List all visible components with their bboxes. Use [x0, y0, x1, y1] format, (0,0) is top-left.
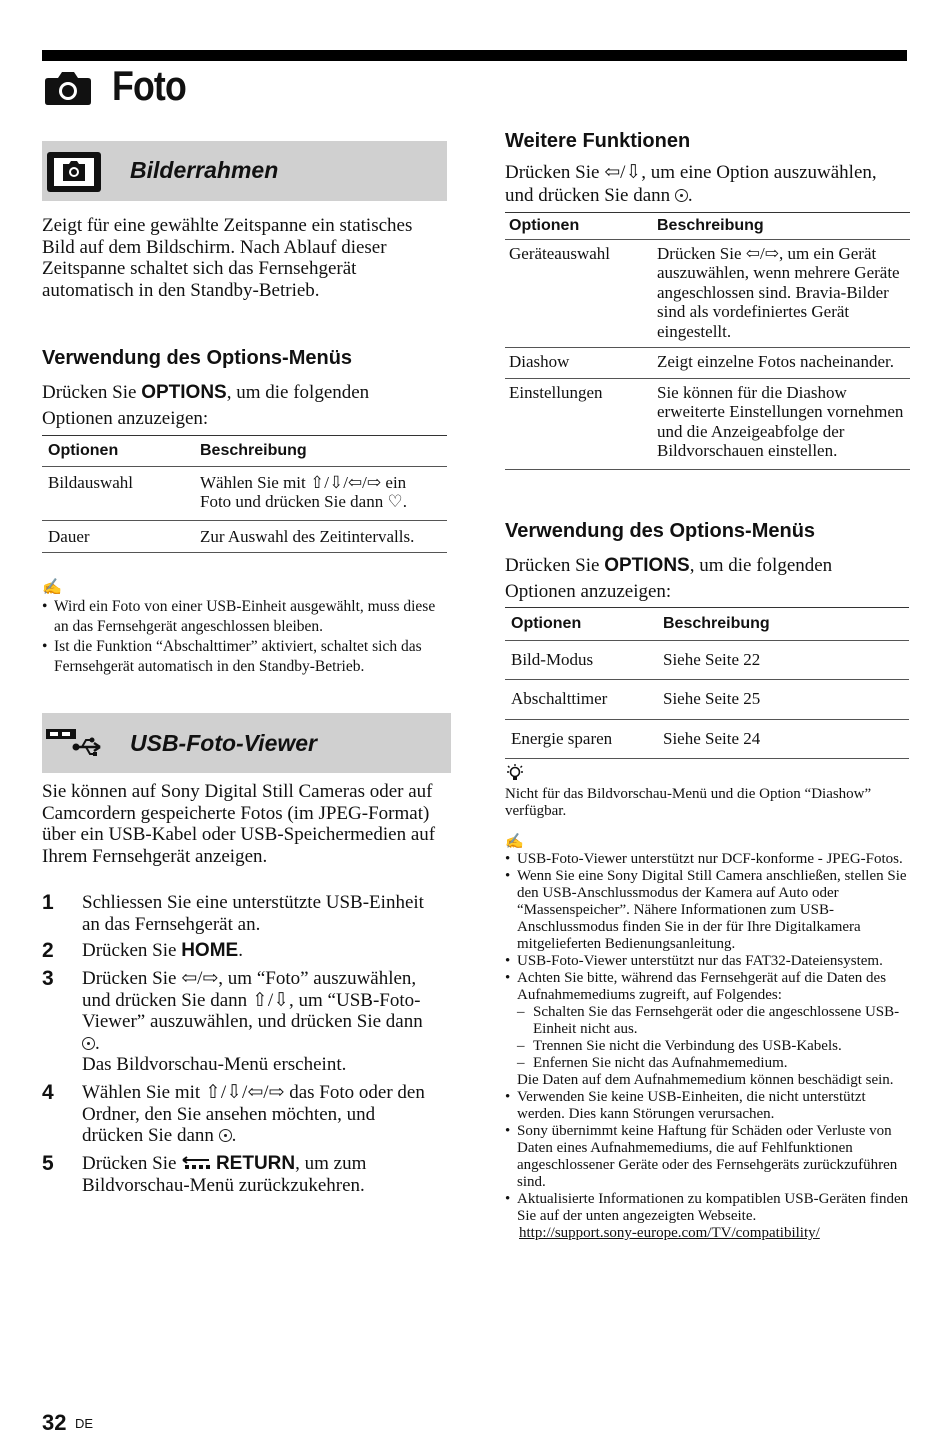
bilderrahmen-band	[42, 141, 447, 201]
usb-band	[42, 713, 451, 773]
list-item: • Wenn Sie eine Sony Digital Still Camera anschließen, stellen Sie den USB-Anschlussmodus der Kamera auf Auto oder “Massenspeicher”. Nähere Informationen zum USB-Anschlussmodus finden Sie in der für Ihre Digitalkamera mitgelieferten Bedienungsanleitung.	[505, 868, 910, 953]
list-item: • USB-Foto-Viewer unterstützt nur das FAT32-Dateiensystem.	[505, 953, 910, 970]
page-title: Foto	[112, 62, 186, 109]
step-2: 2 Drücken Sie HOME.	[42, 939, 243, 962]
list-item: • Achten Sie bitte, während das Fernsehgerät auf die Daten des Aufnahmemediums zugreift, auf Folgendes:	[505, 970, 910, 1004]
tip-text: Nicht für das Bildvorschau-Menü und die Option “Diashow” verfügbar.	[505, 786, 872, 819]
options-table-left: Optionen Beschreibung Bildauswahl Wählen Sie mit ⇧/⇩/⇦/⇨ ein Foto und drücken Sie dann ♡. Dauer Zur Auswahl des Zeitintervalls.	[42, 435, 447, 553]
list-item: • Verwenden Sie keine USB-Einheiten, die nicht unterstützt werden. Dies kann Störungen verursachen.	[505, 1089, 910, 1123]
table-row: Diashow Zeigt einzelne Fotos nacheinander.	[505, 348, 910, 379]
options-table-right: Optionen Beschreibung Bild-Modus Siehe Seite 22 Abschalttimer Siehe Seite 25 Energie sparen Siehe Seite 24	[505, 607, 909, 759]
tip-icon	[506, 763, 524, 783]
step-1: 1 Schliessen Sie eine unterstützte USB-Einheit an das Fernsehgerät an.	[42, 891, 424, 935]
list-item: – Schalten Sie das Fernsehgerät oder die angeschlossene USB-Einheit nicht aus.	[517, 1004, 910, 1038]
step-5: 5 Drücken Sie RETURN, um zum Bildvorschau-Menü zurückzukehren.	[42, 1152, 367, 1196]
usb-intro: Sie können auf Sony Digital Still Cameras oder auf Camcordern gespeicherte Fotos (im JPEG-Format) über ein USB-Kabel oder USB-Speichermedien auf Ihrem Fernsehgerät anzeigen.	[42, 781, 436, 867]
page-number: 32	[42, 1410, 67, 1435]
table-row: Einstellungen Sie können für die Diashow erweiterte Einstellungen vornehmen und die Anzeigeabfolge der Bildvorschauen einstellen.	[505, 378, 910, 469]
notes-left	[42, 597, 447, 677]
weitere-table: Optionen Beschreibung Geräteauswahl Drücken Sie ⇦/⇨, um ein Gerät auszuwählen, wenn mehrere Geräte angeschlossen sind. Bravia-Bilder sind als vordefiniertes Gerät eingestellt. Diashow Zeigt einzelne Fotos nacheinander. Einstellungen Sie können für die Diashow erweiterte Einstellungen vornehmen und die Anzeigeabfolge der Bildvorschauen einstellen.	[505, 212, 910, 470]
options-heading-left: Verwendung des Options-Menüs	[42, 347, 353, 369]
step-4: 4 Wählen Sie mit ⇧/⇩/⇦/⇨ das Foto oder den Ordner, den Sie ansehen möchten, und drücken Sie dann .	[42, 1081, 425, 1146]
list-item: • Sony übernimmt keine Haftung für Schäden oder Verluste von Daten eines Aufnahmemediums, die auf Fehlfunktionen angeschlossener Geräte oder des Fernsehgeräts zurückzuführen sind.	[505, 1123, 910, 1191]
usb-title: USB-Foto-Viewer	[130, 730, 317, 756]
step-3: 3 Drücken Sie ⇦/⇨, um “Foto” auszuwählen, und drücken Sie dann ⇧/⇩, um “USB-Foto-Viewer” auszuwählen, und drücken Sie dann . Das Bildvorschau-Menü erscheint.	[42, 967, 423, 1075]
list-item: • Aktualisierte Informationen zu kompatiblen USB-Geräten finden Sie auf der unten angezeigten Webseite.	[505, 1191, 910, 1225]
usb-icon	[46, 727, 104, 759]
camera-icon	[44, 70, 92, 106]
top-rule	[42, 50, 907, 61]
enter-icon	[219, 1129, 232, 1142]
options-key: OPTIONS	[141, 382, 227, 403]
picture-frame-icon	[46, 151, 102, 193]
return-key: RETURN	[215, 1153, 296, 1174]
page-language: DE	[75, 1416, 94, 1431]
table-row: Bild-Modus Siehe Seite 22	[505, 640, 909, 680]
weitere-heading: Weitere Funktionen	[505, 130, 691, 152]
options-key: OPTIONS	[604, 555, 690, 576]
notes-right: • USB-Foto-Viewer unterstützt nur DCF-konforme - JPEG-Fotos. • Wenn Sie eine Sony Digital Still Camera anschließen, stellen Sie den USB-Anschlussmodus der Kamera auf Auto oder “Massenspeicher”. Nähere Informationen zum USB-Anschlussmodus finden Sie in der für Ihre Digitalkamera mitgelieferten Bedienungsanleitung. • USB-Foto-Viewer unterstützt nur das FAT32-Dateiensystem. • Achten Sie bitte, während das Fernsehgerät auf die Daten des Aufnahmemediums zugreift, auf Folgendes: – Schalten Sie das Fernsehgerät oder die angeschlossene USB-Einheit nicht aus. – Trennen Sie nicht die Verbindung des USB-Kabels. – Enfernen Sie nicht das Aufnahmemedium. Die Daten auf dem Aufnahmemedium können beschädigt sein. • Verwenden Sie keine USB-Einheiten, die nicht unterstützt werden. Dies kann Störungen verursachen. • Sony übernimmt keine Haftung für Schäden oder Verluste von Daten eines Aufnahmemediums, die auf Fehlfunktionen angeschlossener Geräte oder des Fernsehgeräts zurückzuführen sind. • Aktualisierte Informationen zu kompatiblen USB-Geräten finden Sie auf der unten angezeigten Webseite. http://support.sony-europe.com/TV/compatibility/	[505, 851, 910, 1242]
note-icon: ✍	[42, 579, 62, 596]
table-row: Bildauswahl Wählen Sie mit ⇧/⇩/⇦/⇨ ein Foto und drücken Sie dann ♡.	[42, 466, 447, 520]
list-item: • USB-Foto-Viewer unterstützt nur DCF-konforme - JPEG-Fotos.	[505, 851, 910, 868]
list-item: • Wird ein Foto von einer USB-Einheit ausgewählt, muss diese an das Fernsehgerät angeschlossen bleiben.	[42, 597, 447, 637]
options-intro-right: Drücken Sie OPTIONS, um die folgenden Optionen anzuzeigen:	[505, 555, 833, 602]
weitere-intro: Drücken Sie ⇦/⇩, um eine Option auszuwählen, und drücken Sie dann .	[505, 162, 877, 206]
bilderrahmen-intro: Zeigt für eine gewählte Zeitspanne ein statisches Bild auf dem Bildschirm. Nach Ablauf dieser Zeitspanne schaltet sich das Fernsehgerät automatisch in den Standby-Betrieb.	[42, 215, 413, 301]
compatibility-link[interactable]: http://support.sony-europe.com/TV/compatibility/	[519, 1225, 820, 1241]
return-icon	[181, 1156, 211, 1170]
home-key: HOME	[181, 940, 239, 961]
bilderrahmen-title: Bilderrahmen	[130, 157, 279, 183]
options-intro-left: Drücken Sie OPTIONS, um die folgenden Optionen anzuzeigen:	[42, 382, 370, 429]
table-row: Dauer Zur Auswahl des Zeitintervalls.	[42, 520, 447, 553]
table-row: Abschalttimer Siehe Seite 25	[505, 680, 909, 720]
list-item: – Enfernen Sie nicht das Aufnahmemedium.	[517, 1055, 910, 1072]
table-row: Geräteauswahl Drücken Sie ⇦/⇨, um ein Gerät auszuwählen, wenn mehrere Geräte angeschlossen sind. Bravia-Bilder sind als vordefiniertes Gerät eingestellt.	[505, 239, 910, 348]
list-item: – Trennen Sie nicht die Verbindung des USB-Kabels.	[517, 1038, 910, 1055]
options-heading-right: Verwendung des Options-Menüs	[505, 520, 816, 542]
enter-icon	[82, 1037, 95, 1050]
list-item: • Ist die Funktion “Abschalttimer” aktiviert, schaltet sich das Fernsehgerät automatisch in den Standby-Betrieb.	[42, 637, 447, 677]
note-icon: ✍	[505, 834, 524, 850]
enter-icon	[675, 189, 688, 202]
table-row: Energie sparen Siehe Seite 24	[505, 719, 909, 759]
